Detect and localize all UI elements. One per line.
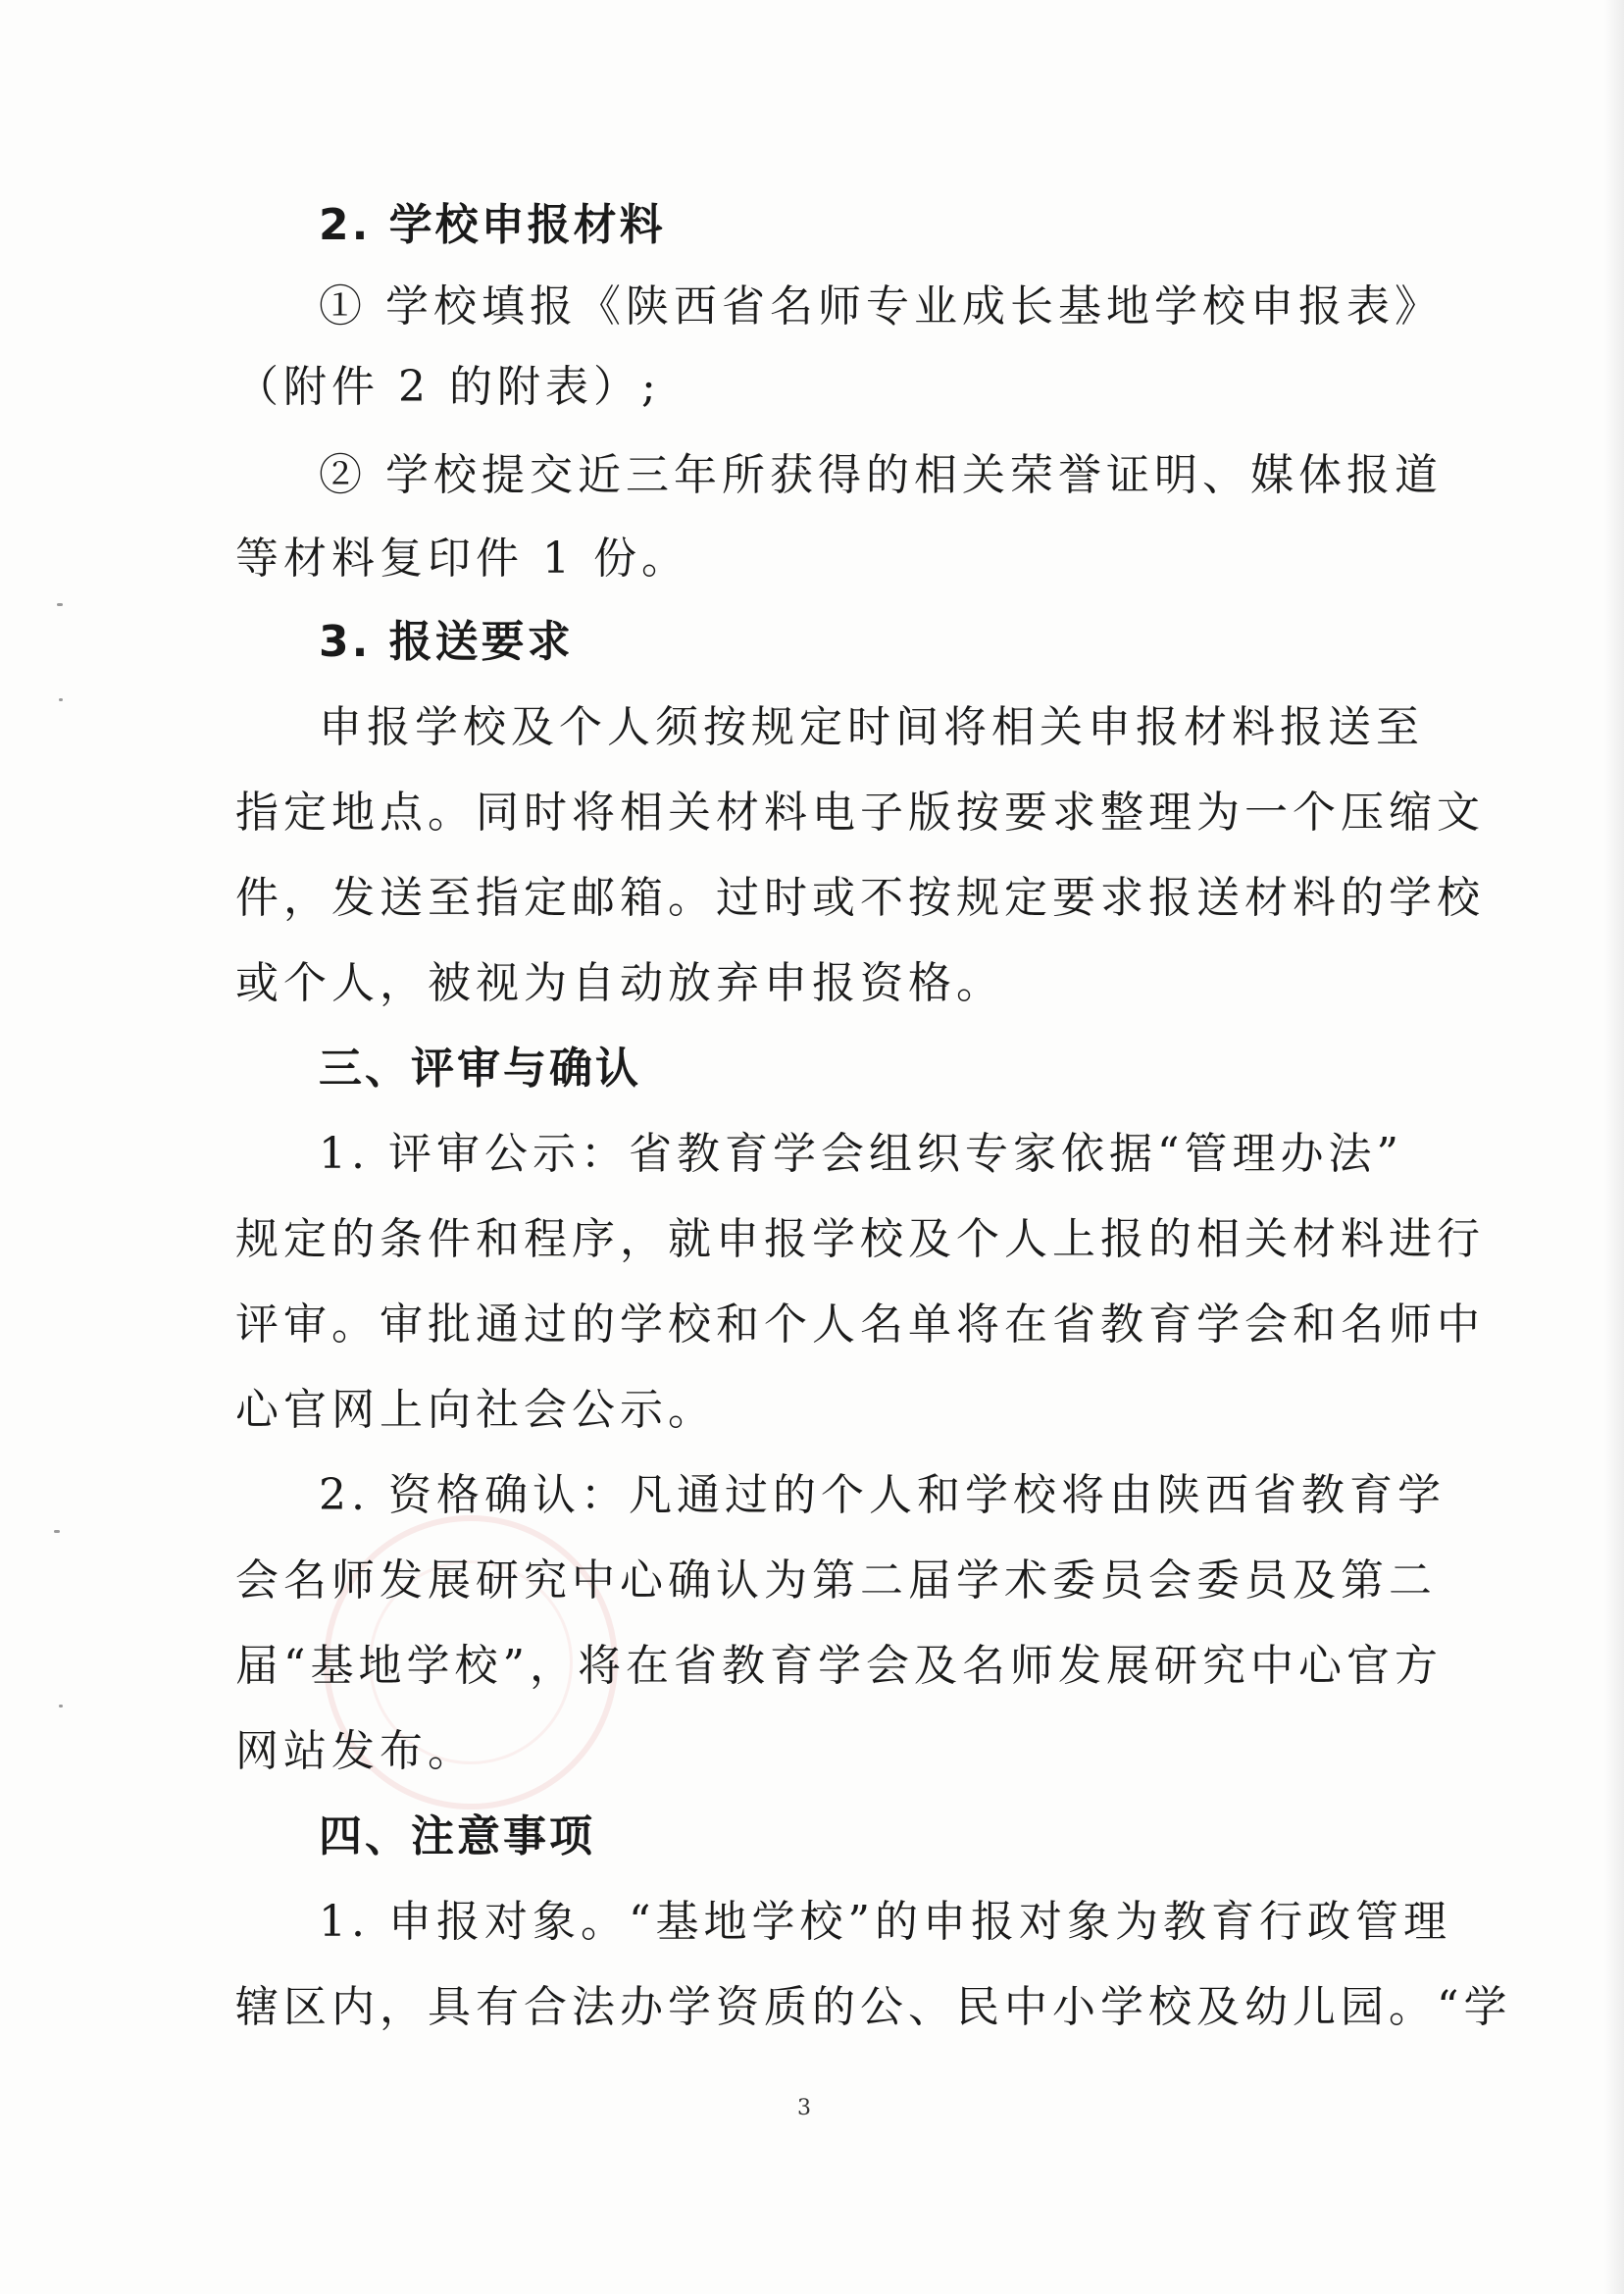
heading-review-confirmation: 三、评审与确认 xyxy=(319,1044,641,1094)
paragraph-line: 或个人，被视为自动放弃申报资格。 xyxy=(235,958,1004,1008)
page-number: 3 xyxy=(797,2096,811,2120)
paragraph-line: 会名师发展研究中心确认为第二届学术委员会委员及第二 xyxy=(235,1555,1437,1606)
scan-speck xyxy=(54,1530,60,1533)
paragraph-line: 2. 资格确认：凡通过的个人和学校将由陕西省教育学 xyxy=(319,1470,1446,1520)
scan-edge-shadow xyxy=(1604,0,1624,2294)
heading-school-materials: 2. 学校申报材料 xyxy=(319,200,666,250)
heading-submission-requirements: 3. 报送要求 xyxy=(319,617,574,667)
paragraph-line: 届“基地学校”，将在省教育学会及名师发展研究中心官方 xyxy=(235,1641,1443,1691)
scan-speck xyxy=(59,698,63,701)
paragraph-line: 指定地点。同时将相关材料电子版按要求整理为一个压缩文 xyxy=(235,788,1485,838)
paragraph-line: 心官网上向社会公示。 xyxy=(235,1385,716,1435)
paragraph-line: 辖区内，具有合法办学资质的公、民中小学校及幼儿园。“学 xyxy=(235,1982,1512,2032)
heading-notes: 四、注意事项 xyxy=(319,1811,595,1861)
paragraph-line: 网站发布。 xyxy=(235,1726,476,1776)
paragraph-line: 申报学校及个人须按规定时间将相关申报材料报送至 xyxy=(319,702,1424,752)
paragraph-line: 1. 申报对象。“基地学校”的申报对象为教育行政管理 xyxy=(319,1897,1451,1947)
scan-speck xyxy=(59,1705,63,1708)
paragraph-line: 等材料复印件 1 份。 xyxy=(235,534,689,584)
paragraph-line: 规定的条件和程序，就申报学校及个人上报的相关材料进行 xyxy=(235,1214,1485,1264)
paragraph-line: ① 学校填报《陕西省名师专业成长基地学校申报表》 xyxy=(319,281,1443,331)
paragraph-line: ② 学校提交近三年所获得的相关荣誉证明、媒体报道 xyxy=(319,450,1443,500)
paragraph-line: 件，发送至指定邮箱。过时或不按规定要求报送材料的学校 xyxy=(235,873,1485,923)
paragraph-line: 1. 评审公示：省教育学会组织专家依据“管理办法” xyxy=(319,1129,1403,1179)
scan-speck xyxy=(57,603,63,606)
paragraph-line: （附件 2 的附表）; xyxy=(235,362,661,412)
paragraph-line: 评审。审批通过的学校和个人名单将在省教育学会和名师中 xyxy=(235,1300,1485,1350)
